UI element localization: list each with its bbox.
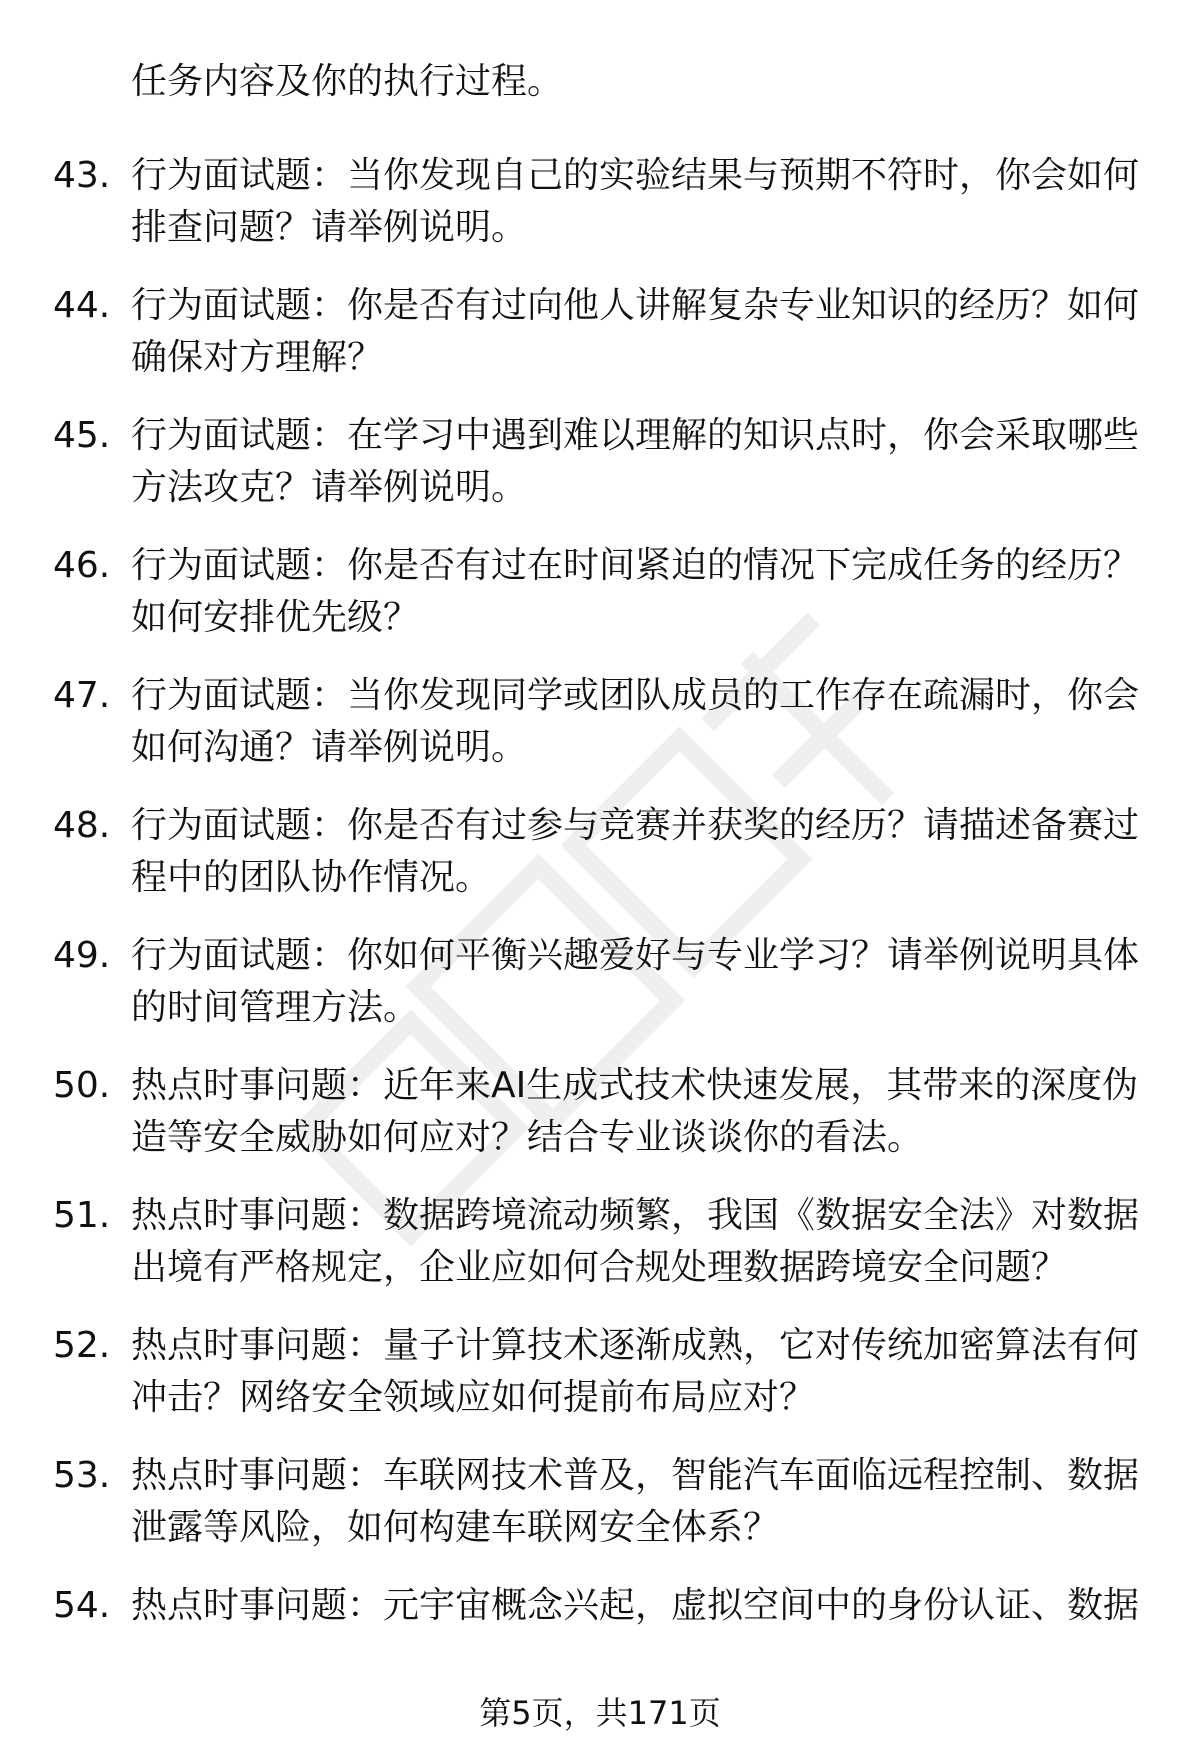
question-text	[131, 1580, 1147, 1632]
question-line: 出境有严格规定，企业应如何合规处理数据跨境安全问题？	[131, 1247, 1068, 1288]
list-item	[0, 1190, 1200, 1320]
question-number: 49.	[53, 935, 111, 976]
question-line: 方法攻克？请举例说明。	[131, 467, 528, 508]
question-line: 的时间管理方法。	[131, 987, 420, 1028]
question-text	[131, 800, 1147, 904]
question-number: 47.	[53, 675, 111, 716]
question-text	[131, 1190, 1147, 1294]
question-text	[131, 1450, 1147, 1554]
page-footer: 第5页，共171页	[479, 1694, 721, 1732]
question-line: 行为面试题：你是否有过参与竞赛并获奖的经历？请描述备赛过	[131, 805, 1140, 846]
question-text	[131, 930, 1147, 1034]
question-text	[131, 280, 1147, 384]
question-line: 行为面试题：你是否有过向他人讲解复杂专业知识的经历？如何	[131, 285, 1140, 326]
question-number: 43.	[53, 155, 111, 196]
question-number: 51.	[53, 1195, 111, 1236]
question-line: 行为面试题：当你发现同学或团队成员的工作存在疏漏时，你会	[131, 675, 1140, 716]
question-line: 如何安排优先级？	[131, 597, 420, 638]
question-text	[131, 540, 1147, 644]
list-item	[0, 280, 1200, 410]
question-line: 行为面试题：当你发现自己的实验结果与预期不符时，你会如何	[131, 155, 1140, 196]
question-text	[131, 1060, 1147, 1164]
list-item	[0, 540, 1200, 670]
question-line: 排查问题？请举例说明。	[131, 207, 528, 248]
question-number: 45.	[53, 415, 111, 456]
list-item	[0, 1450, 1200, 1580]
question-line: 造等安全威胁如何应对？结合专业谈谈你的看法。	[131, 1117, 924, 1158]
list-item	[0, 1320, 1200, 1450]
question-line: 热点时事问题：车联网技术普及，智能汽车面临远程控制、数据	[131, 1455, 1140, 1496]
question-text	[131, 670, 1147, 774]
question-line: 行为面试题：你是否有过在时间紧迫的情况下完成任务的经历？	[131, 545, 1140, 586]
list-item	[0, 800, 1200, 930]
question-line: 热点时事问题：近年来AI生成式技术快速发展，其带来的深度伪	[131, 1065, 1139, 1106]
question-line: 如何沟通？请举例说明。	[131, 727, 528, 768]
question-number: 53.	[53, 1455, 111, 1496]
list-item	[0, 670, 1200, 800]
question-line: 热点时事问题：数据跨境流动频繁，我国《数据安全法》对数据	[131, 1195, 1140, 1236]
question-number: 50.	[53, 1065, 111, 1106]
question-line: 泄露等风险，如何构建车联网安全体系？	[131, 1507, 780, 1548]
question-number: 54.	[53, 1585, 111, 1626]
question-text	[131, 410, 1147, 514]
question-line: 冲击？网络安全领域应如何提前布局应对？	[131, 1377, 816, 1418]
question-number: 48.	[53, 805, 111, 846]
continued-text: 任务内容及你的执行过程。	[131, 61, 564, 102]
question-line: 确保对方理解？	[131, 337, 384, 378]
question-line: 行为面试题：你如何平衡兴趣爱好与专业学习？请举例说明具体	[131, 935, 1140, 976]
list-item	[0, 1060, 1200, 1190]
question-list	[0, 150, 1200, 1710]
question-number: 52.	[53, 1325, 111, 1366]
list-item	[0, 930, 1200, 1060]
question-line: 行为面试题：在学习中遇到难以理解的知识点时，你会采取哪些	[131, 415, 1140, 456]
list-item	[0, 410, 1200, 540]
question-line: 程中的团队协作情况。	[131, 857, 492, 898]
question-text	[131, 150, 1147, 254]
question-text	[131, 1320, 1147, 1424]
question-number: 46.	[53, 545, 111, 586]
question-line: 热点时事问题：元宇宙概念兴起，虚拟空间中的身份认证、数据	[131, 1585, 1140, 1626]
question-line: 热点时事问题：量子计算技术逐渐成熟，它对传统加密算法有何	[131, 1325, 1140, 1366]
list-item	[0, 150, 1200, 280]
question-number: 44.	[53, 285, 111, 326]
